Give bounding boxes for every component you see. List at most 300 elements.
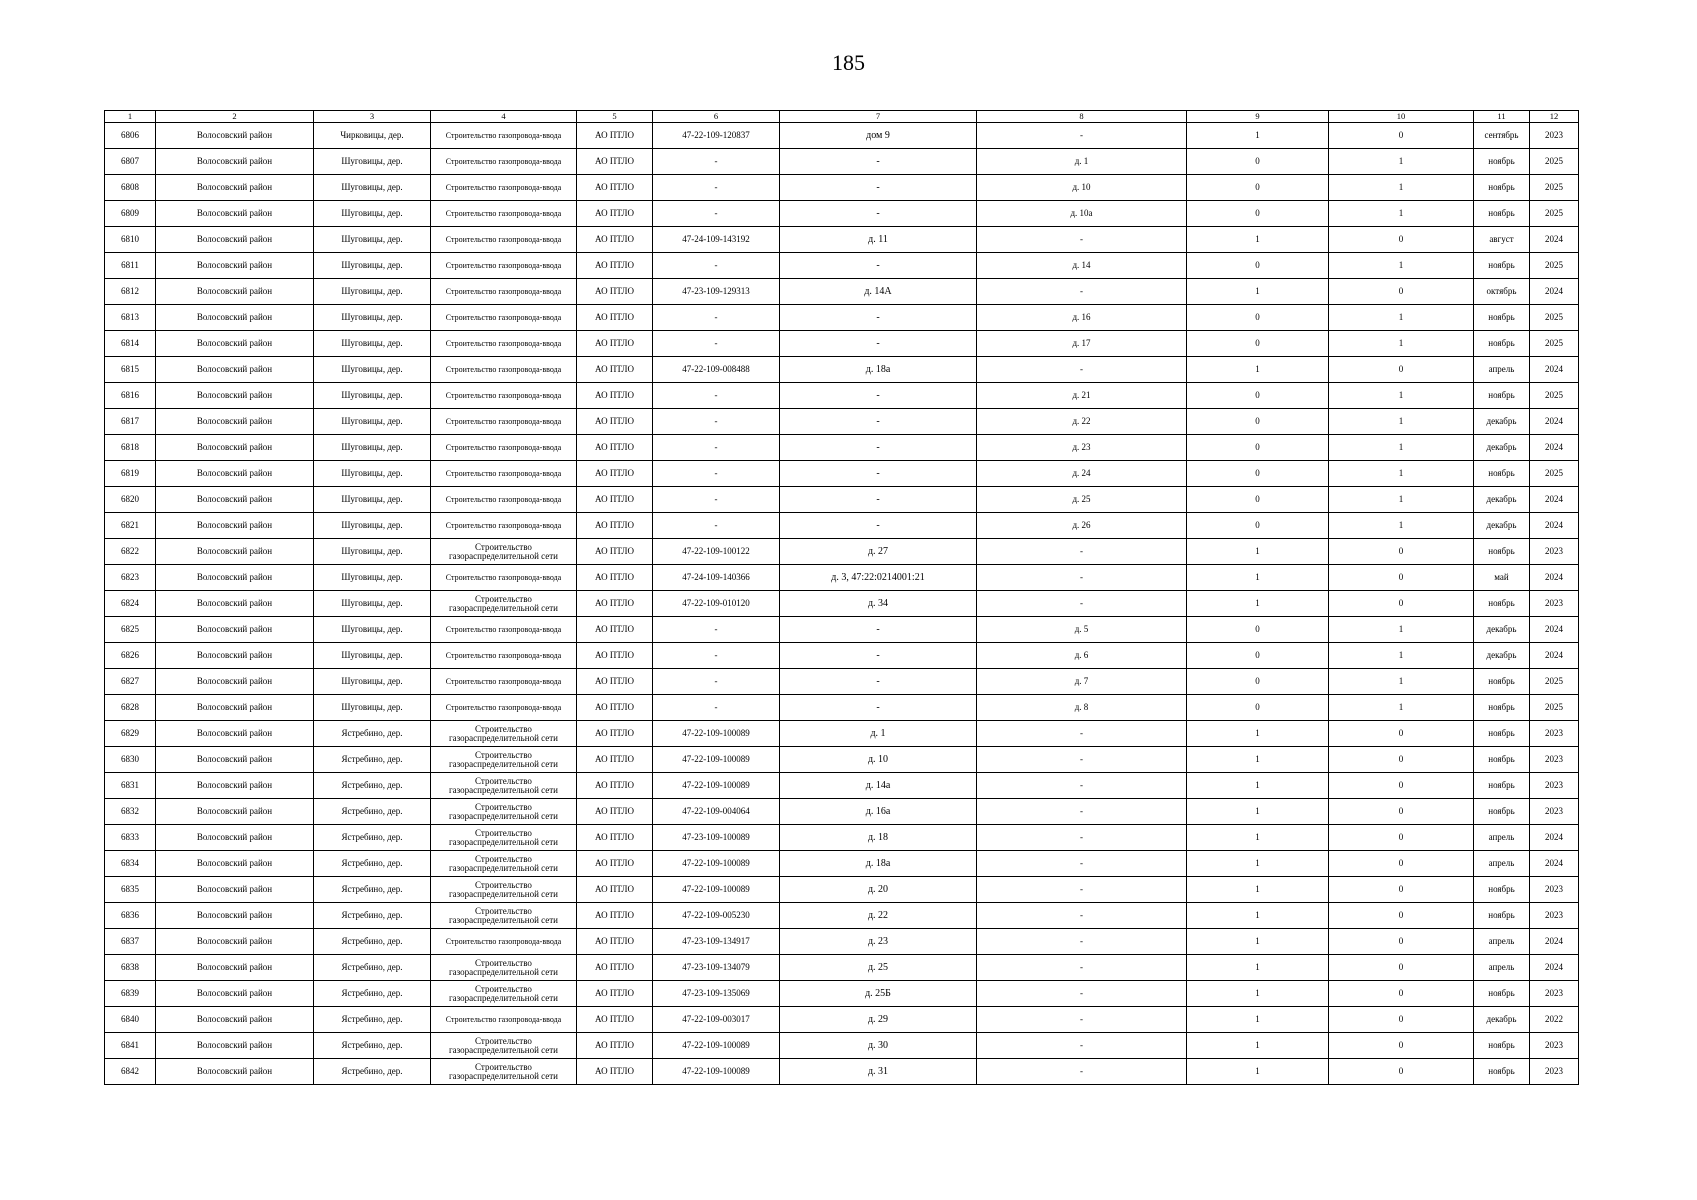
cell-count-a: 1: [1187, 877, 1329, 903]
table-row: [105, 487, 1579, 513]
cell-month: декабрь: [1474, 487, 1530, 513]
cell-address: д. 17: [977, 331, 1187, 357]
table-row: [105, 643, 1579, 669]
cell-year: 2024: [1530, 357, 1579, 383]
cell-district: Волосовский район: [156, 149, 314, 175]
cell-count-a: 1: [1187, 539, 1329, 565]
cell-year: 2024: [1530, 513, 1579, 539]
cell-row-number: 6832: [105, 799, 156, 825]
cell-count-a: 1: [1187, 773, 1329, 799]
cell-district: Волосовский район: [156, 903, 314, 929]
table-row: [105, 591, 1579, 617]
cell-address-with-number: -: [780, 305, 977, 331]
cell-organization: АО ПТЛО: [577, 877, 653, 903]
cell-month: ноябрь: [1474, 539, 1530, 565]
cell-row-number: 6826: [105, 643, 156, 669]
table-row: [105, 1033, 1579, 1059]
column-header: 4: [431, 111, 577, 123]
cell-application-number: 47-23-109-100089: [653, 825, 780, 851]
cell-district: Волосовский район: [156, 773, 314, 799]
cell-district: Волосовский район: [156, 539, 314, 565]
cell-count-b: 1: [1329, 331, 1474, 357]
cell-settlement: Шуговицы, дер.: [314, 487, 431, 513]
cell-month: ноябрь: [1474, 383, 1530, 409]
table-row: [105, 279, 1579, 305]
cell-application-number: -: [653, 305, 780, 331]
cell-month: декабрь: [1474, 643, 1530, 669]
cell-count-b: 1: [1329, 435, 1474, 461]
cell-year: 2024: [1530, 487, 1579, 513]
cell-row-number: 6841: [105, 1033, 156, 1059]
cell-work-type: Строительство газопровода-ввода: [431, 253, 577, 279]
cell-settlement: Шуговицы, дер.: [314, 461, 431, 487]
cell-application-number: 47-24-109-143192: [653, 227, 780, 253]
cell-settlement: Ястребино, дер.: [314, 747, 431, 773]
cell-district: Волосовский район: [156, 617, 314, 643]
cell-application-number: 47-22-109-004064: [653, 799, 780, 825]
cell-district: Волосовский район: [156, 929, 314, 955]
cell-year: 2024: [1530, 825, 1579, 851]
cell-address-with-number: -: [780, 435, 977, 461]
cell-count-a: 1: [1187, 357, 1329, 383]
cell-work-type: Строительство газораспределительной сети: [431, 1059, 577, 1085]
cell-work-type: Строительство газопровода-ввода: [431, 461, 577, 487]
cell-application-number: 47-22-109-120837: [653, 123, 780, 149]
cell-address: д. 16: [977, 305, 1187, 331]
cell-count-b: 1: [1329, 461, 1474, 487]
cell-row-number: 6840: [105, 1007, 156, 1033]
cell-district: Волосовский район: [156, 1007, 314, 1033]
cell-month: ноябрь: [1474, 799, 1530, 825]
cell-organization: АО ПТЛО: [577, 955, 653, 981]
cell-district: Волосовский район: [156, 1059, 314, 1085]
cell-year: 2023: [1530, 1059, 1579, 1085]
column-header: 11: [1474, 111, 1530, 123]
cell-work-type: Строительство газопровода-ввода: [431, 331, 577, 357]
cell-year: 2023: [1530, 981, 1579, 1007]
table-row: [105, 877, 1579, 903]
cell-settlement: Ястребино, дер.: [314, 1059, 431, 1085]
cell-row-number: 6810: [105, 227, 156, 253]
table-row: [105, 773, 1579, 799]
cell-count-b: 0: [1329, 539, 1474, 565]
cell-count-b: 0: [1329, 825, 1474, 851]
cell-address-with-number: д. 14А: [780, 279, 977, 305]
cell-district: Волосовский район: [156, 253, 314, 279]
cell-month: ноябрь: [1474, 721, 1530, 747]
cell-application-number: 47-23-109-134917: [653, 929, 780, 955]
cell-settlement: Ястребино, дер.: [314, 929, 431, 955]
table-row: [105, 981, 1579, 1007]
cell-application-number: 47-22-109-100089: [653, 721, 780, 747]
cell-application-number: 47-22-109-100089: [653, 747, 780, 773]
table-row: [105, 851, 1579, 877]
cell-address: -: [977, 1059, 1187, 1085]
cell-address: -: [977, 565, 1187, 591]
cell-application-number: -: [653, 331, 780, 357]
cell-count-a: 0: [1187, 513, 1329, 539]
cell-organization: АО ПТЛО: [577, 565, 653, 591]
cell-application-number: -: [653, 643, 780, 669]
cell-count-b: 0: [1329, 227, 1474, 253]
cell-district: Волосовский район: [156, 669, 314, 695]
cell-address-with-number: д. 18: [780, 825, 977, 851]
cell-row-number: 6812: [105, 279, 156, 305]
table-row: [105, 955, 1579, 981]
cell-count-b: 1: [1329, 175, 1474, 201]
cell-count-a: 1: [1187, 1007, 1329, 1033]
cell-work-type: Строительство газопровода-ввода: [431, 123, 577, 149]
cell-month: ноябрь: [1474, 903, 1530, 929]
cell-month: ноябрь: [1474, 149, 1530, 175]
cell-work-type: Строительство газораспределительной сети: [431, 747, 577, 773]
cell-year: 2022: [1530, 1007, 1579, 1033]
cell-address-with-number: -: [780, 253, 977, 279]
cell-district: Волосовский район: [156, 487, 314, 513]
cell-organization: АО ПТЛО: [577, 279, 653, 305]
table-row: [105, 617, 1579, 643]
cell-organization: АО ПТЛО: [577, 981, 653, 1007]
cell-address: -: [977, 539, 1187, 565]
cell-settlement: Ястребино, дер.: [314, 877, 431, 903]
table-row: [105, 357, 1579, 383]
cell-work-type: Строительство газораспределительной сети: [431, 799, 577, 825]
cell-address: д. 22: [977, 409, 1187, 435]
cell-organization: АО ПТЛО: [577, 617, 653, 643]
cell-work-type: Строительство газораспределительной сети: [431, 825, 577, 851]
cell-address: -: [977, 123, 1187, 149]
cell-address-with-number: д. 29: [780, 1007, 977, 1033]
cell-address-with-number: -: [780, 149, 977, 175]
cell-application-number: -: [653, 175, 780, 201]
cell-count-b: 1: [1329, 383, 1474, 409]
cell-count-b: 1: [1329, 643, 1474, 669]
cell-year: 2025: [1530, 305, 1579, 331]
cell-settlement: Шуговицы, дер.: [314, 227, 431, 253]
header-row: [105, 111, 1579, 123]
cell-year: 2023: [1530, 721, 1579, 747]
cell-month: ноябрь: [1474, 331, 1530, 357]
cell-count-a: 1: [1187, 825, 1329, 851]
table-row: [105, 1059, 1579, 1085]
cell-settlement: Шуговицы, дер.: [314, 565, 431, 591]
cell-application-number: -: [653, 253, 780, 279]
cell-settlement: Шуговицы, дер.: [314, 539, 431, 565]
cell-address: -: [977, 227, 1187, 253]
cell-count-b: 0: [1329, 747, 1474, 773]
cell-address-with-number: д. 25: [780, 955, 977, 981]
cell-month: сентябрь: [1474, 123, 1530, 149]
cell-application-number: 47-22-109-008488: [653, 357, 780, 383]
cell-month: апрель: [1474, 357, 1530, 383]
cell-application-number: 47-22-109-010120: [653, 591, 780, 617]
cell-application-number: -: [653, 487, 780, 513]
cell-row-number: 6831: [105, 773, 156, 799]
cell-district: Волосовский район: [156, 721, 314, 747]
cell-settlement: Ястребино, дер.: [314, 851, 431, 877]
cell-count-a: 1: [1187, 565, 1329, 591]
cell-year: 2024: [1530, 409, 1579, 435]
cell-application-number: 47-22-109-100089: [653, 1033, 780, 1059]
cell-address: д. 21: [977, 383, 1187, 409]
cell-organization: АО ПТЛО: [577, 383, 653, 409]
cell-settlement: Ястребино, дер.: [314, 1007, 431, 1033]
cell-year: 2024: [1530, 227, 1579, 253]
cell-application-number: 47-24-109-140366: [653, 565, 780, 591]
cell-address: -: [977, 851, 1187, 877]
cell-district: Волосовский район: [156, 227, 314, 253]
cell-address: -: [977, 825, 1187, 851]
column-header: 12: [1530, 111, 1579, 123]
cell-address: д. 7: [977, 669, 1187, 695]
cell-count-b: 0: [1329, 903, 1474, 929]
cell-count-a: 0: [1187, 331, 1329, 357]
cell-count-b: 0: [1329, 1059, 1474, 1085]
cell-count-a: 0: [1187, 695, 1329, 721]
cell-district: Волосовский район: [156, 695, 314, 721]
column-header: 3: [314, 111, 431, 123]
column-header: 1: [105, 111, 156, 123]
cell-count-a: 0: [1187, 201, 1329, 227]
cell-year: 2024: [1530, 929, 1579, 955]
cell-address-with-number: -: [780, 513, 977, 539]
cell-count-b: 0: [1329, 357, 1474, 383]
cell-count-a: 0: [1187, 175, 1329, 201]
cell-row-number: 6824: [105, 591, 156, 617]
cell-row-number: 6806: [105, 123, 156, 149]
cell-count-b: 0: [1329, 799, 1474, 825]
cell-address-with-number: д. 23: [780, 929, 977, 955]
cell-month: декабрь: [1474, 409, 1530, 435]
cell-row-number: 6833: [105, 825, 156, 851]
cell-count-a: 0: [1187, 409, 1329, 435]
cell-year: 2025: [1530, 669, 1579, 695]
cell-settlement: Ястребино, дер.: [314, 955, 431, 981]
cell-count-b: 0: [1329, 1007, 1474, 1033]
cell-organization: АО ПТЛО: [577, 227, 653, 253]
cell-settlement: Ястребино, дер.: [314, 825, 431, 851]
cell-row-number: 6830: [105, 747, 156, 773]
cell-count-b: 0: [1329, 1033, 1474, 1059]
cell-district: Волосовский район: [156, 877, 314, 903]
cell-settlement: Шуговицы, дер.: [314, 695, 431, 721]
cell-year: 2025: [1530, 331, 1579, 357]
cell-address-with-number: -: [780, 383, 977, 409]
cell-address: д. 5: [977, 617, 1187, 643]
cell-application-number: -: [653, 617, 780, 643]
cell-address: -: [977, 279, 1187, 305]
cell-count-b: 0: [1329, 721, 1474, 747]
cell-address-with-number: -: [780, 695, 977, 721]
cell-count-b: 0: [1329, 929, 1474, 955]
cell-work-type: Строительство газопровода-ввода: [431, 383, 577, 409]
cell-address: -: [977, 1007, 1187, 1033]
cell-application-number: 47-22-109-100089: [653, 877, 780, 903]
cell-count-b: 1: [1329, 617, 1474, 643]
column-header: 2: [156, 111, 314, 123]
cell-application-number: -: [653, 695, 780, 721]
table-row: [105, 903, 1579, 929]
cell-count-b: 0: [1329, 981, 1474, 1007]
cell-district: Волосовский район: [156, 825, 314, 851]
cell-month: ноябрь: [1474, 461, 1530, 487]
cell-address-with-number: дом 9: [780, 123, 977, 149]
cell-address-with-number: д. 14а: [780, 773, 977, 799]
table-row: [105, 513, 1579, 539]
cell-address: -: [977, 747, 1187, 773]
cell-row-number: 6813: [105, 305, 156, 331]
cell-settlement: Ястребино, дер.: [314, 903, 431, 929]
cell-work-type: Строительство газораспределительной сети: [431, 721, 577, 747]
cell-settlement: Шуговицы, дер.: [314, 279, 431, 305]
cell-row-number: 6827: [105, 669, 156, 695]
cell-count-a: 0: [1187, 643, 1329, 669]
cell-application-number: 47-22-109-100089: [653, 773, 780, 799]
cell-work-type: Строительство газопровода-ввода: [431, 149, 577, 175]
cell-month: ноябрь: [1474, 1059, 1530, 1085]
cell-settlement: Шуговицы, дер.: [314, 305, 431, 331]
cell-month: ноябрь: [1474, 1033, 1530, 1059]
table-header: [105, 111, 1579, 123]
cell-row-number: 6811: [105, 253, 156, 279]
cell-count-a: 0: [1187, 669, 1329, 695]
cell-count-a: 0: [1187, 149, 1329, 175]
cell-count-a: 0: [1187, 383, 1329, 409]
cell-district: Волосовский район: [156, 851, 314, 877]
cell-work-type: Строительство газопровода-ввода: [431, 617, 577, 643]
cell-count-b: 1: [1329, 305, 1474, 331]
cell-address: д. 24: [977, 461, 1187, 487]
cell-district: Волосовский район: [156, 357, 314, 383]
cell-settlement: Шуговицы, дер.: [314, 175, 431, 201]
table-row: [105, 747, 1579, 773]
table-row: [105, 695, 1579, 721]
table-row: [105, 149, 1579, 175]
cell-organization: АО ПТЛО: [577, 929, 653, 955]
cell-address-with-number: -: [780, 201, 977, 227]
cell-organization: АО ПТЛО: [577, 851, 653, 877]
cell-work-type: Строительство газопровода-ввода: [431, 435, 577, 461]
cell-address-with-number: д. 16а: [780, 799, 977, 825]
cell-count-a: 0: [1187, 435, 1329, 461]
cell-organization: АО ПТЛО: [577, 175, 653, 201]
cell-month: ноябрь: [1474, 747, 1530, 773]
cell-row-number: 6835: [105, 877, 156, 903]
cell-settlement: Ястребино, дер.: [314, 1033, 431, 1059]
cell-settlement: Ястребино, дер.: [314, 721, 431, 747]
cell-work-type: Строительство газопровода-ввода: [431, 929, 577, 955]
cell-count-b: 1: [1329, 149, 1474, 175]
cell-month: декабрь: [1474, 1007, 1530, 1033]
cell-row-number: 6836: [105, 903, 156, 929]
table-row: [105, 409, 1579, 435]
cell-settlement: Ястребино, дер.: [314, 799, 431, 825]
cell-organization: АО ПТЛО: [577, 331, 653, 357]
cell-work-type: Строительство газораспределительной сети: [431, 851, 577, 877]
cell-row-number: 6808: [105, 175, 156, 201]
cell-count-a: 1: [1187, 929, 1329, 955]
cell-count-b: 1: [1329, 253, 1474, 279]
cell-settlement: Шуговицы, дер.: [314, 201, 431, 227]
cell-organization: АО ПТЛО: [577, 695, 653, 721]
cell-settlement: Шуговицы, дер.: [314, 383, 431, 409]
cell-address-with-number: -: [780, 461, 977, 487]
cell-work-type: Строительство газопровода-ввода: [431, 227, 577, 253]
cell-work-type: Строительство газораспределительной сети: [431, 1033, 577, 1059]
cell-district: Волосовский район: [156, 305, 314, 331]
cell-work-type: Строительство газораспределительной сети: [431, 903, 577, 929]
cell-month: декабрь: [1474, 617, 1530, 643]
cell-count-a: 1: [1187, 955, 1329, 981]
cell-address: д. 1: [977, 149, 1187, 175]
cell-organization: АО ПТЛО: [577, 721, 653, 747]
table-row: [105, 799, 1579, 825]
cell-address-with-number: -: [780, 409, 977, 435]
column-header: 7: [780, 111, 977, 123]
cell-row-number: 6838: [105, 955, 156, 981]
cell-district: Волосовский район: [156, 175, 314, 201]
cell-month: ноябрь: [1474, 877, 1530, 903]
cell-district: Волосовский район: [156, 123, 314, 149]
cell-address: д. 23: [977, 435, 1187, 461]
cell-address-with-number: д. 25Б: [780, 981, 977, 1007]
cell-count-b: 1: [1329, 487, 1474, 513]
cell-work-type: Строительство газопровода-ввода: [431, 695, 577, 721]
table-row: [105, 461, 1579, 487]
cell-month: ноябрь: [1474, 669, 1530, 695]
register-table: [104, 110, 1579, 1085]
cell-application-number: 47-22-109-003017: [653, 1007, 780, 1033]
cell-organization: АО ПТЛО: [577, 149, 653, 175]
cell-address-with-number: д. 27: [780, 539, 977, 565]
cell-month: апрель: [1474, 851, 1530, 877]
cell-count-b: 0: [1329, 773, 1474, 799]
cell-district: Волосовский район: [156, 747, 314, 773]
cell-count-b: 1: [1329, 695, 1474, 721]
cell-work-type: Строительство газопровода-ввода: [431, 201, 577, 227]
cell-settlement: Шуговицы, дер.: [314, 149, 431, 175]
cell-organization: АО ПТЛО: [577, 409, 653, 435]
cell-address: д. 14: [977, 253, 1187, 279]
cell-work-type: Строительство газораспределительной сети: [431, 539, 577, 565]
cell-address: -: [977, 877, 1187, 903]
cell-year: 2023: [1530, 539, 1579, 565]
cell-district: Волосовский район: [156, 513, 314, 539]
cell-month: апрель: [1474, 929, 1530, 955]
cell-organization: АО ПТЛО: [577, 1059, 653, 1085]
cell-organization: АО ПТЛО: [577, 513, 653, 539]
cell-row-number: 6809: [105, 201, 156, 227]
cell-year: 2023: [1530, 773, 1579, 799]
cell-district: Волосовский район: [156, 201, 314, 227]
cell-address: -: [977, 981, 1187, 1007]
cell-district: Волосовский район: [156, 383, 314, 409]
cell-count-a: 1: [1187, 981, 1329, 1007]
cell-address-with-number: -: [780, 175, 977, 201]
cell-work-type: Строительство газораспределительной сети: [431, 773, 577, 799]
cell-row-number: 6822: [105, 539, 156, 565]
cell-count-a: 1: [1187, 851, 1329, 877]
cell-count-b: 0: [1329, 279, 1474, 305]
cell-month: апрель: [1474, 955, 1530, 981]
cell-settlement: Ястребино, дер.: [314, 773, 431, 799]
table-row: [105, 1007, 1579, 1033]
cell-district: Волосовский район: [156, 1033, 314, 1059]
cell-year: 2023: [1530, 903, 1579, 929]
cell-district: Волосовский район: [156, 461, 314, 487]
cell-year: 2024: [1530, 851, 1579, 877]
cell-address: -: [977, 357, 1187, 383]
